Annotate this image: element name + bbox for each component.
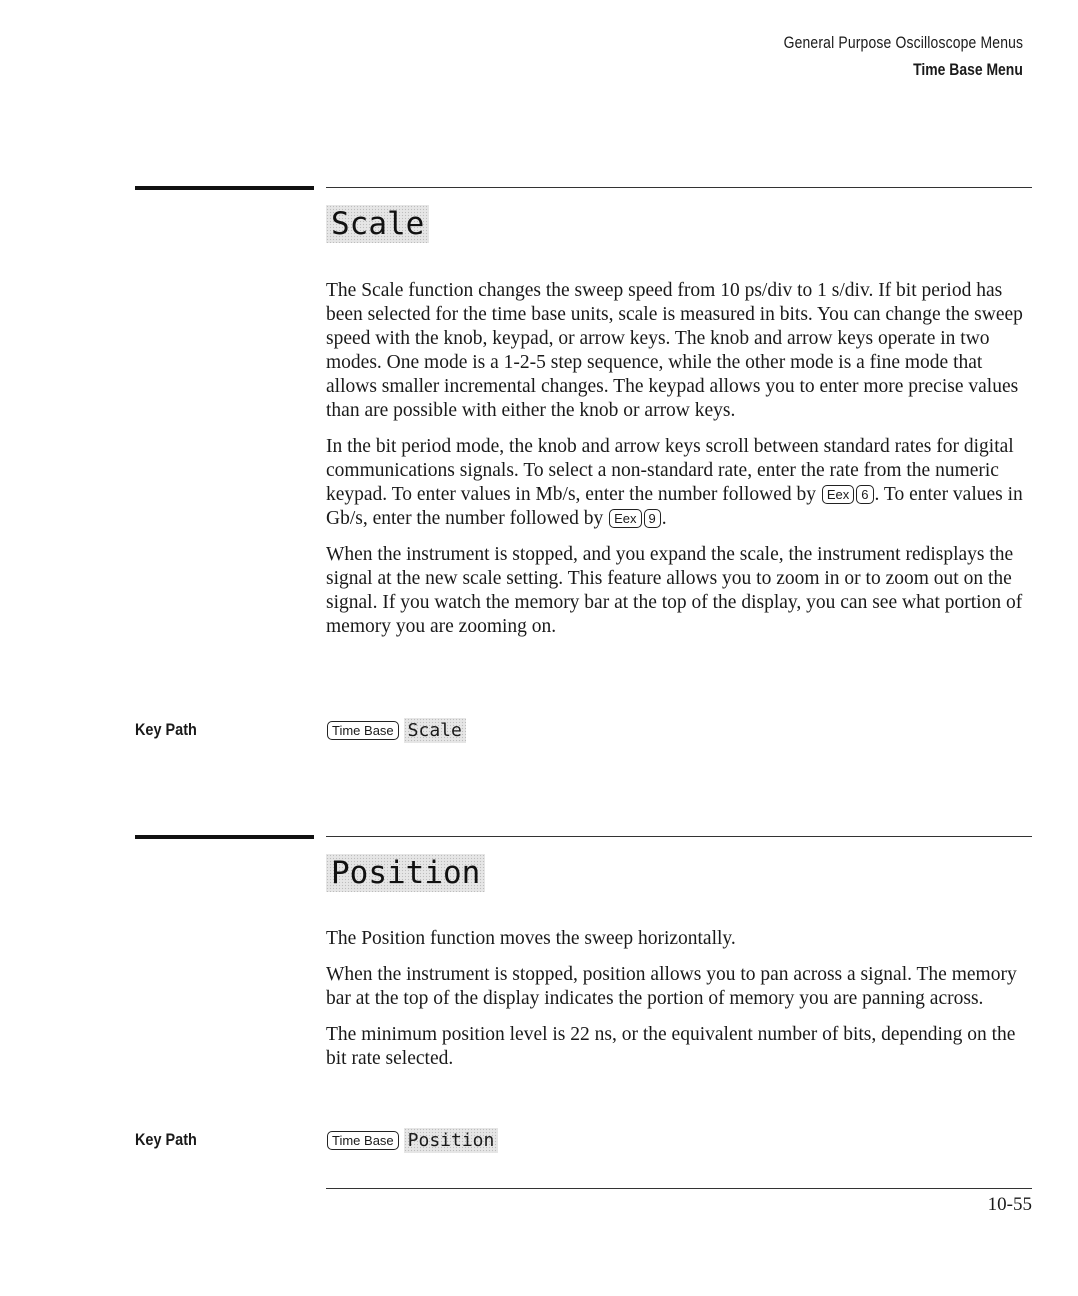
scale-description (326, 279, 1038, 651)
section-rule-left (135, 186, 314, 190)
scale-paragraph-2-text-c: . (661, 508, 667, 529)
section-rule-left (135, 835, 314, 839)
digit-6-key: 6 (856, 485, 873, 504)
position-paragraph-3: The minimum position level is 22 ns, or the equivalent number of bits, depending on the bit rate selected. (326, 1024, 1016, 1069)
position-description (326, 927, 1038, 1083)
position-key-path (326, 1128, 498, 1153)
position-key-path-label: Key Path (135, 1130, 197, 1149)
eex-key: Eex (822, 485, 854, 504)
scale-paragraph-1: The Scale function changes the sweep speed from 10 ps/div to 1 s/div. If bit period has been selected for the time base units, scale is measured in bits. You can change the sweep speed with the knob, keypad, or arrow keys. The knob and arrow keys operate in two modes. One mode is a 1-2-5 step sequence, while the other mode is a fine mode that allows smaller incremental changes. The keypad allows you to enter more precise values than are possible with either the knob or arrow keys. (326, 280, 1023, 421)
position-heading: Position (326, 854, 485, 892)
section-rule-right (326, 187, 1032, 188)
time-base-key: Time Base (327, 1131, 399, 1150)
time-base-key: Time Base (327, 721, 399, 740)
eex-key: Eex (609, 509, 641, 528)
position-paragraph-2: When the instrument is stopped, position allows you to pan across a signal. The memory bar at the top of the display indicates the portion of memory you are panning across. (326, 964, 1017, 1009)
scale-softkey: Scale (404, 718, 466, 743)
position-paragraph-1: The Position function moves the sweep horizontally. (326, 928, 736, 949)
position-softkey: Position (404, 1128, 499, 1153)
chapter-title: General Purpose Oscilloscope Menus (783, 33, 1023, 52)
scale-paragraph-2 (326, 435, 1038, 531)
scale-key-path-label: Key Path (135, 720, 197, 739)
digit-9-key: 9 (644, 509, 661, 528)
scale-paragraph-3: When the instrument is stopped, and you expand the scale, the instrument redisplays the signal at the new scale setting. This feature allows you to zoom in or to zoom out on the signal. If you watch the memory bar at the top of the display, you can see what portion of memory you are zooming on. (326, 544, 1023, 637)
footer-rule (326, 1188, 1032, 1189)
scale-key-path (326, 718, 466, 743)
scale-heading: Scale (326, 205, 429, 243)
scale-paragraph-2-text-b: . To enter values in Gb/s, enter the number followed by (326, 484, 1023, 529)
scale-paragraph-2-text-a: In the bit period mode, the knob and arrow keys scroll between standard rates for digital communications signals. To select a non-standard rate, enter the rate from the numeric keypad. To enter values in Mb/s, enter the number followed by (326, 436, 1014, 505)
section-rule-right (326, 836, 1032, 837)
section-title: Time Base Menu (913, 60, 1023, 79)
page-number: 10-55 (987, 1194, 1032, 1215)
